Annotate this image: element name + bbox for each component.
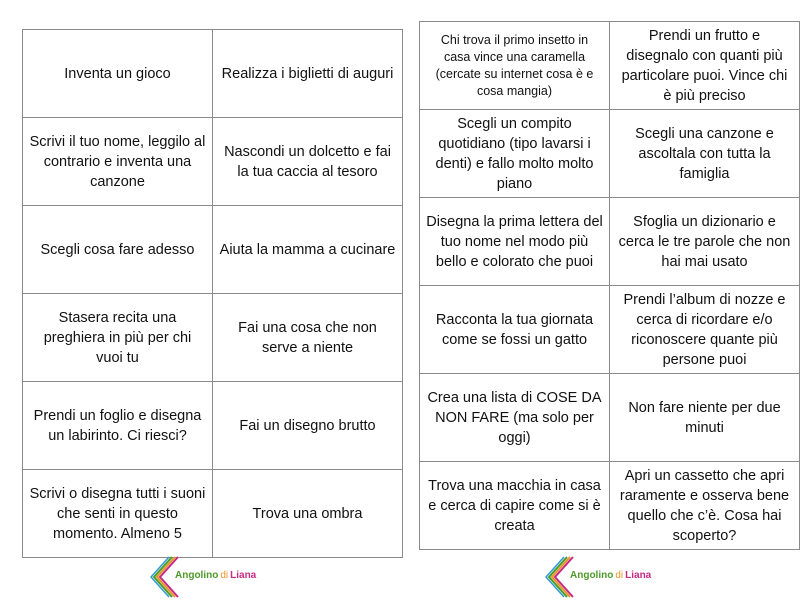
card-row xyxy=(23,206,403,294)
card-row xyxy=(23,30,403,118)
brand-logo xyxy=(150,555,260,599)
card-cell: Scegli cosa fare adesso xyxy=(23,206,213,294)
logo-wordmark xyxy=(570,570,651,581)
card-cell: Fai una cosa che non serve a niente xyxy=(213,294,403,382)
card-cell: Prendi l’album di nozze e cerca di ricordare e/o riconoscere quante più persone puoi xyxy=(610,286,800,374)
card-cell: Nascondi un dolcetto e fai la tua caccia al tesoro xyxy=(213,118,403,206)
logo-word-liana: Liana xyxy=(230,570,257,581)
logo-word-angolino: Angolino xyxy=(570,570,614,581)
card-row xyxy=(23,294,403,382)
card-cell: Chi trova il primo insetto in casa vince una caramella (cercate su internet cosa è e cosa mangia) xyxy=(420,22,610,110)
activity-cards-right xyxy=(419,21,800,550)
logo-wordmark xyxy=(175,570,256,581)
card-row xyxy=(23,118,403,206)
card-cell: Apri un cassetto che apri raramente e osserva bene quello che c’è. Cosa hai scoperto? xyxy=(610,462,800,550)
card-cell: Non fare niente per due minuti xyxy=(610,374,800,462)
card-row xyxy=(420,374,800,462)
card-cell: Aiuta la mamma a cucinare xyxy=(213,206,403,294)
card-cell: Prendi un frutto e disegnalo con quanti più particolare puoi. Vince chi è più preciso xyxy=(610,22,800,110)
logo-word-di: di xyxy=(220,570,229,581)
card-cell: Disegna la prima lettera del tuo nome nel modo più bello e colorato che puoi xyxy=(420,198,610,286)
card-cell: Scegli un compito quotidiano (tipo lavarsi i denti) e fallo molto molto piano xyxy=(420,110,610,198)
card-cell: Racconta la tua giornata come se fossi un gatto xyxy=(420,286,610,374)
logo-word-angolino: Angolino xyxy=(175,570,219,581)
card-cell: Inventa un gioco xyxy=(23,30,213,118)
card-cell: Scrivi il tuo nome, leggilo al contrario e inventa una canzone xyxy=(23,118,213,206)
card-cell: Sfoglia un dizionario e cerca le tre parole che non hai mai usato xyxy=(610,198,800,286)
card-row xyxy=(420,198,800,286)
card-row xyxy=(420,286,800,374)
card-cell: Scegli una canzone e ascoltala con tutta la famiglia xyxy=(610,110,800,198)
activity-cards-left xyxy=(22,29,403,558)
card-row xyxy=(23,470,403,558)
card-cell: Scrivi o disegna tutti i suoni che senti in questo momento. Almeno 5 xyxy=(23,470,213,558)
card-row xyxy=(420,110,800,198)
card-cell: Fai un disegno brutto xyxy=(213,382,403,470)
card-row xyxy=(420,462,800,550)
card-row xyxy=(420,22,800,110)
card-cell: Prendi un foglio e disegna un labirinto. Ci riesci? xyxy=(23,382,213,470)
card-cell: Crea una lista di COSE DA NON FARE (ma solo per oggi) xyxy=(420,374,610,462)
card-cell: Realizza i biglietti di auguri xyxy=(213,30,403,118)
brand-logo xyxy=(545,555,655,599)
card-cell: Trova una macchia in casa e cerca di capire come si è creata xyxy=(420,462,610,550)
logo-word-liana: Liana xyxy=(625,570,652,581)
card-cell: Stasera recita una preghiera in più per chi vuoi tu xyxy=(23,294,213,382)
card-row xyxy=(23,382,403,470)
logo-word-di: di xyxy=(615,570,624,581)
card-cell: Trova una ombra xyxy=(213,470,403,558)
